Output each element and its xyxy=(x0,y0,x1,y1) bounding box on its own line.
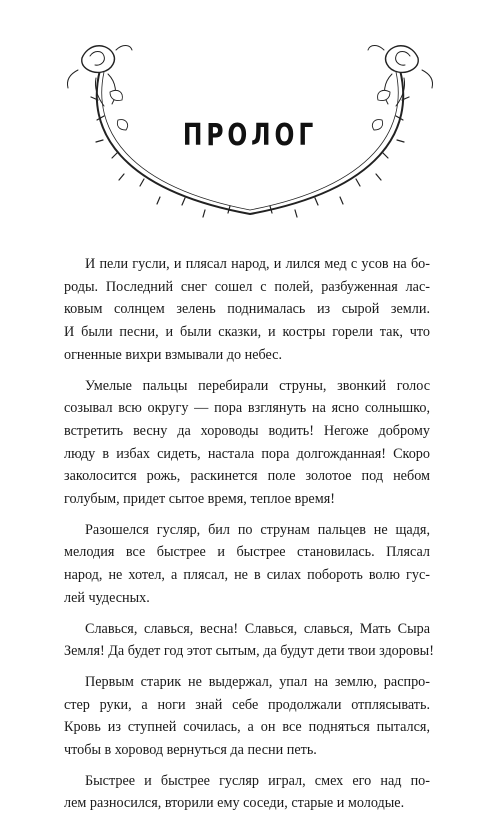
text-line: Земля! Да будет год этот сытым, да будут дети твои здоровы! xyxy=(64,643,434,660)
text-line: Славься, славься, весна! Славься, славься, Мать Сыра xyxy=(85,620,430,637)
text-line: мелодия все быстрее и быстрее становилась. Плясал xyxy=(64,544,430,561)
text-line: ковым солнцем зелень поднималась из сырой земли. xyxy=(64,301,430,318)
paragraph xyxy=(64,253,430,367)
text-line: люду в избах сидеть, настала пора долгожданная! Скоро xyxy=(64,445,430,462)
text-line: И были песни, и были сказки, и костры горели так, что xyxy=(64,324,430,341)
text-line: созывал всю округу — пора взглянуть на ясно солнышко, xyxy=(64,400,430,417)
text-line: Кровь из ступней сочилась, а он все подняться пытался, xyxy=(64,719,430,736)
text-line: Быстрее и быстрее гусляр играл, смех его над по- xyxy=(85,772,430,789)
text-line: встретить весну да хороводы водить! Негоже доброму xyxy=(64,422,430,439)
text-line: И пели гусли, и плясал народ, и лился мед с усов на бо- xyxy=(85,256,430,272)
chapter-title: ПРОЛОГ xyxy=(182,118,318,153)
text-line: голубым, придет сытое время, теплое время! xyxy=(64,491,335,508)
paragraph xyxy=(64,375,430,511)
text-line: заколосится рожь, раскинется поле золотое под небом xyxy=(64,468,430,485)
text-line: Разошелся гусляр, бил по струнам пальцев не щадя, xyxy=(85,521,430,538)
text-line: роды. Последний снег сошел с полей, разбуженная лас- xyxy=(64,278,430,295)
paragraph xyxy=(64,519,430,610)
text-line: лей чудесных. xyxy=(64,589,150,606)
body-text xyxy=(64,253,434,823)
text-line: Умелые пальцы перебирали струны, звонкий голос xyxy=(85,377,430,394)
paragraph xyxy=(64,770,430,815)
text-line: лем разносился, вторили ему соседи, старые и молодые. xyxy=(64,795,405,812)
text-line: огненные вихри взмывали до небес. xyxy=(64,346,283,363)
text-line: стер руки, а ноги знай себе продолжали отплясывать. xyxy=(64,696,430,713)
text-line: чтобы в хоровод вернуться да песни петь. xyxy=(64,742,317,759)
paragraph xyxy=(64,618,434,663)
text-line: Первым старик не выдержал, упал на землю, распро- xyxy=(85,673,430,690)
text-line: народ, не хотел, а плясал, не в силах побороть волю гус- xyxy=(64,567,430,584)
paragraph xyxy=(64,671,430,762)
